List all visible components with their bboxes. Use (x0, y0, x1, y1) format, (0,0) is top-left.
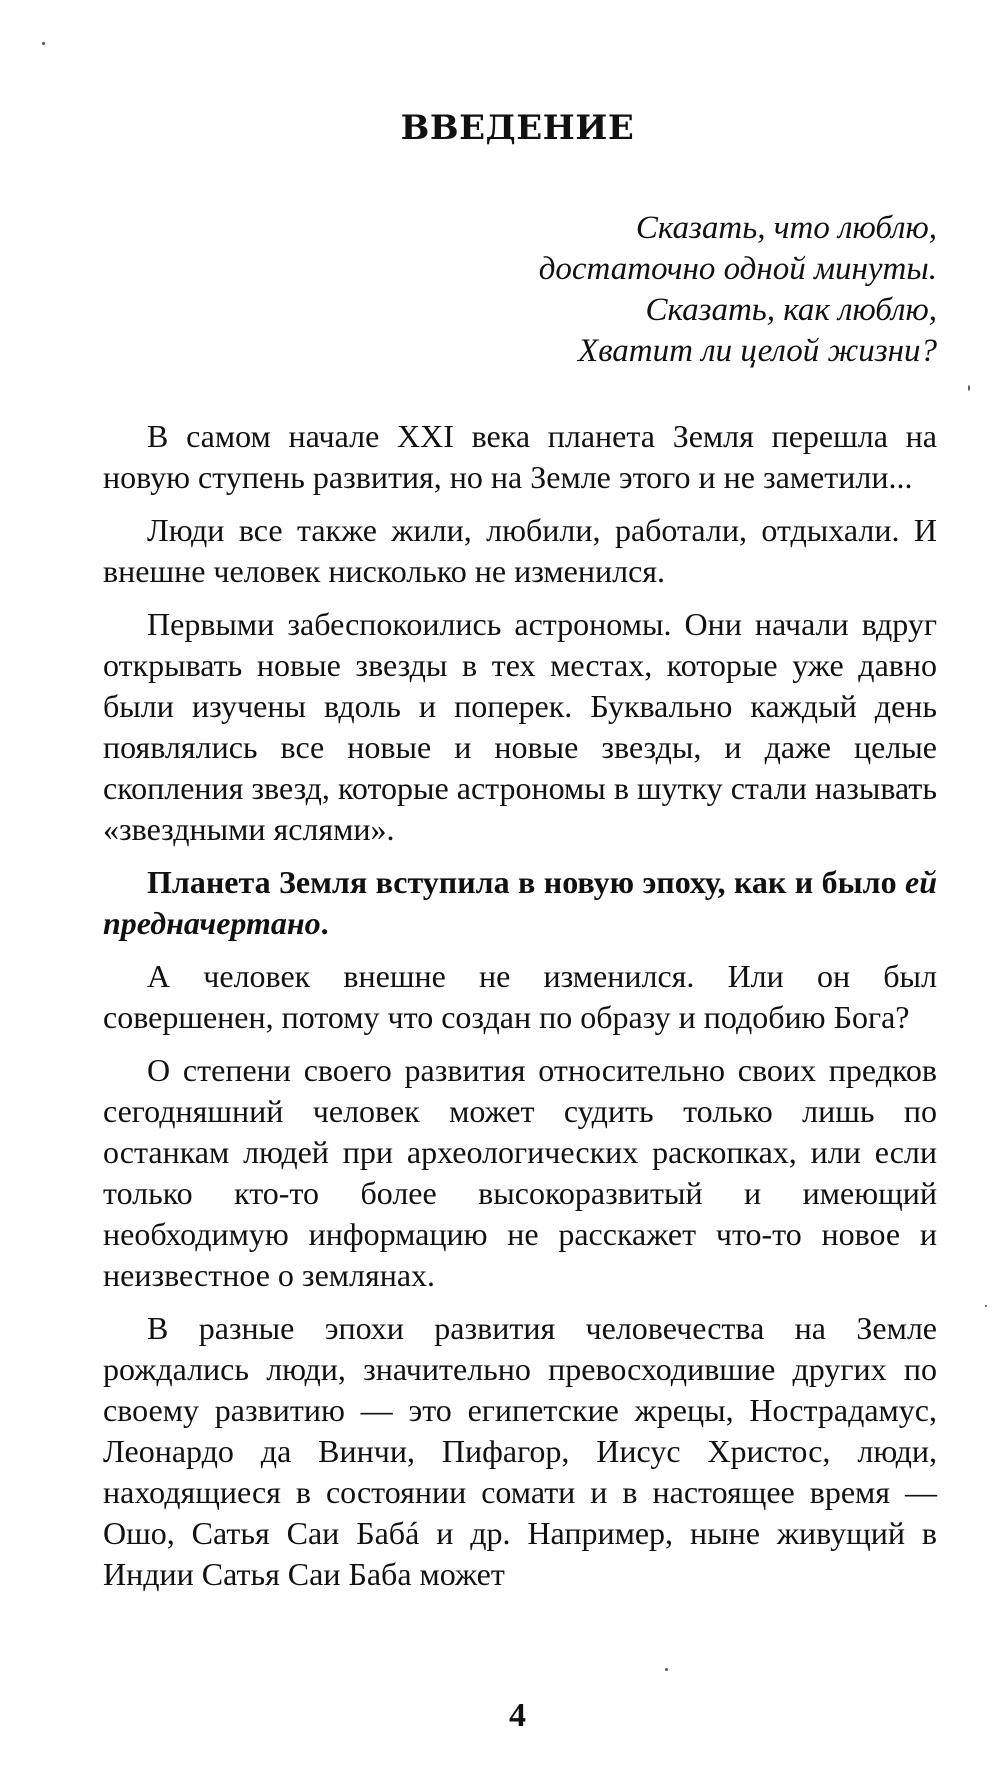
epigraph-line: Сказать, как люблю, (645, 292, 937, 328)
body-text (103, 416, 937, 1607)
print-speck (665, 1668, 668, 1671)
print-speck (42, 42, 45, 45)
chapter-heading: ВВЕДЕНИЕ (400, 108, 635, 148)
paragraph: Люди все также жили, любили, работали, отдыхали. И внешне человек нисколько не изменился. (103, 512, 937, 589)
emphasized-paragraph-end: . (320, 905, 329, 941)
page-number: 4 (509, 1697, 526, 1734)
epigraph-line: Хватит ли целой жизни? (578, 333, 937, 369)
print-speck (968, 385, 970, 391)
paragraph: Первыми забеспокоились астрономы. Они начали вдруг открывать новые звезды в тех местах, которые уже давно были изучены вдоль и поперек. Буквально каждый день появлялись все новые и новые звезды, и даже целые скопления звезд, которые астрономы в шутку стали называть «звездными яслями». (103, 606, 937, 847)
epigraph (237, 208, 937, 372)
paragraph: А человек внешне не изменился. Или он был совершенен, потому что создан по образу и подобию Бога? (103, 958, 937, 1035)
emphasized-paragraph-start: Планета Земля вступила в новую эпоху, как и было (147, 864, 905, 900)
emphasized-paragraph (103, 862, 937, 944)
paragraph: О степени своего развития относительно своих предков сегодняшний человек может судить только лишь по останкам людей при археологических раскопках, или если только кто-то более высокоразвитый и имеющий необходимую информацию не расскажет что-то новое и неизвестное о землянах. (103, 1052, 937, 1293)
print-speck (985, 1305, 987, 1307)
emphasized-phrase: ей предначертано (103, 864, 937, 941)
epigraph-line: Сказать, что люблю, (635, 210, 937, 246)
epigraph-line: достаточно одной минуты. (538, 251, 937, 287)
paragraph: В самом начале XXI века планета Земля перешла на новую ступень развития, но на Земле этого и не заметили... (103, 418, 937, 495)
paragraph: В разные эпохи развития человечества на Земле рождались люди, значительно превосходившие других по своему развитию — это египетские жрецы, Нострадамус, Леонардо да Винчи, Пифагор, Иисус Христос, люди, находящиеся в состоянии сомати и в настоящее время — Ошо, Сатья Саи Бабá и др. Например, ныне живущий в Индии Сатья Саи Баба может (103, 1310, 937, 1592)
